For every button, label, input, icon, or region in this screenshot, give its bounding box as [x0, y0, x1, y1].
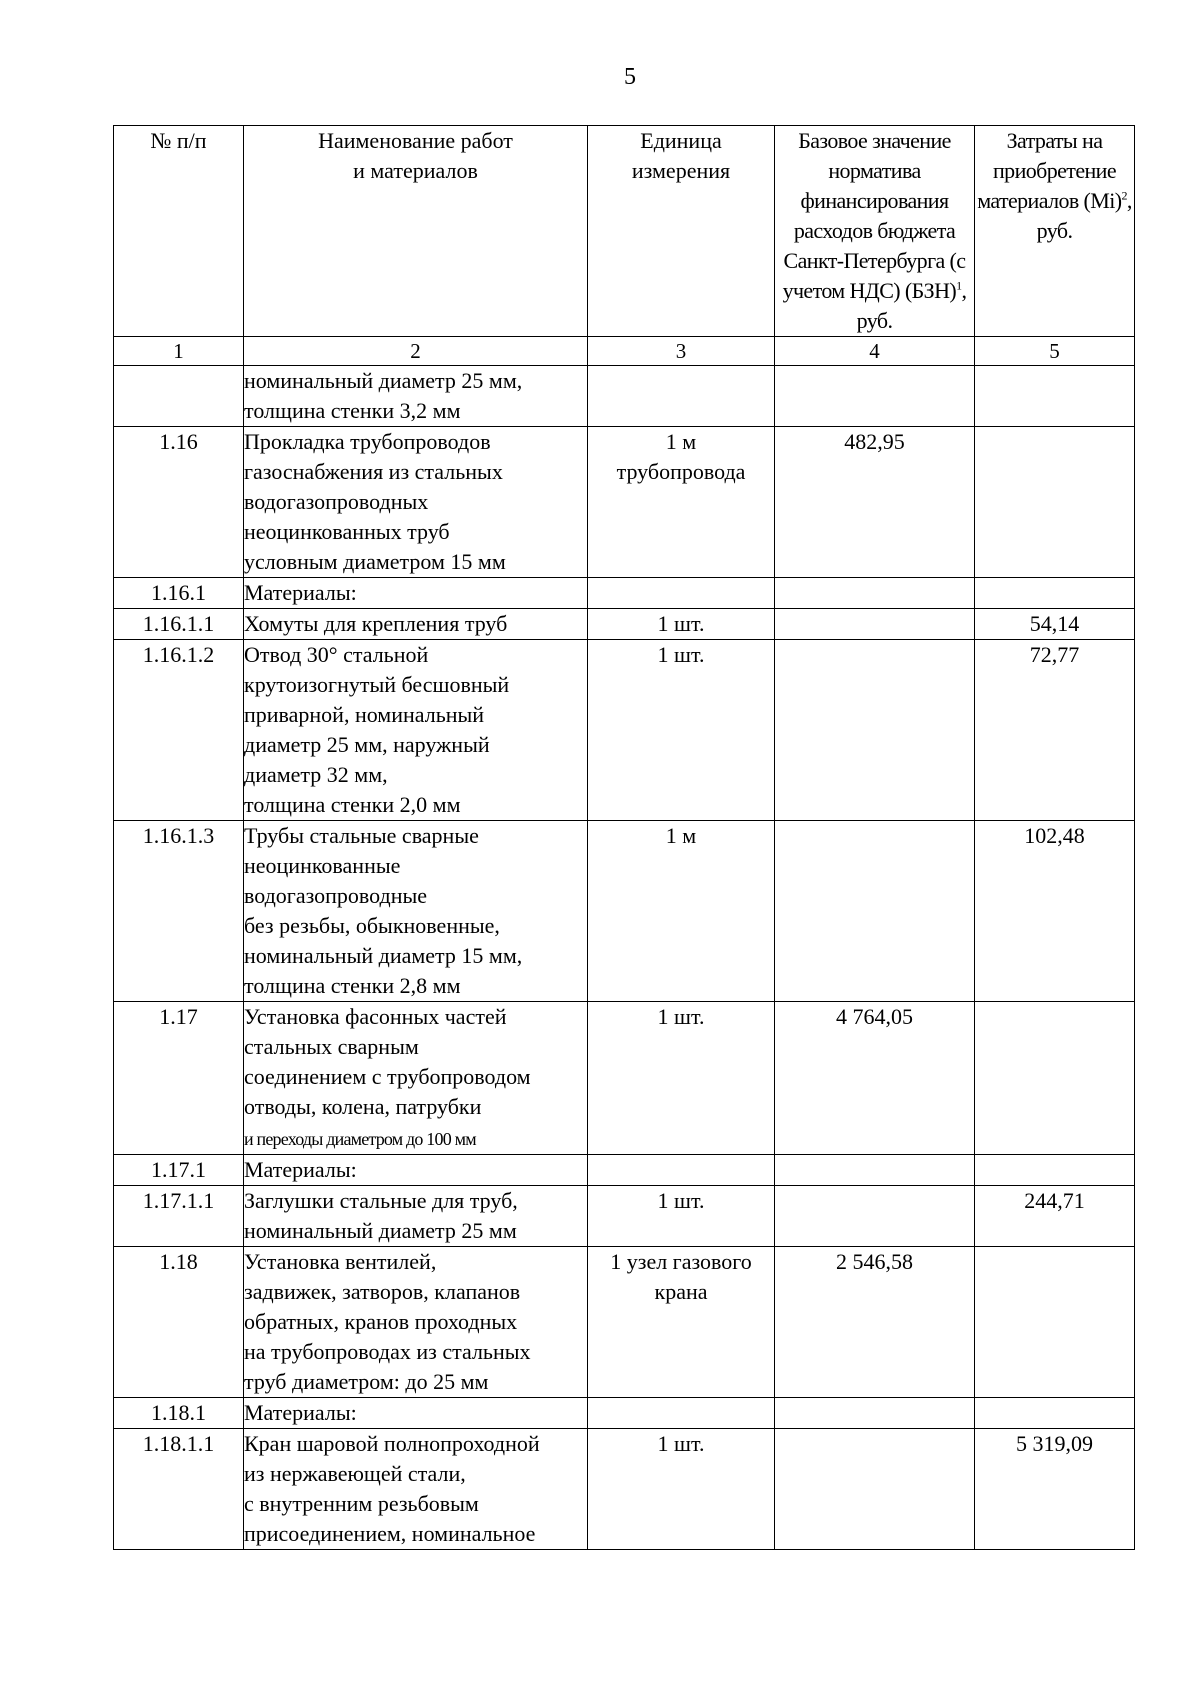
column-number: 5 [975, 337, 1135, 366]
table-row [114, 366, 1135, 427]
row-name: Материалы: [244, 1155, 588, 1186]
footnote-2-marker: 2 [1121, 188, 1127, 203]
page-number: 5 [624, 64, 636, 90]
row-base-value [775, 366, 975, 427]
table-row [114, 609, 1135, 640]
row-name: Кран шаровой полнопроходной из нержавеющей стали, с внутренним резьбовым присоединением, номинальное [244, 1429, 588, 1550]
row-number: 1.16.1.3 [114, 821, 244, 1002]
row-unit: 1 шт. [588, 1429, 775, 1550]
row-material-cost [975, 1247, 1135, 1398]
row-material-cost [975, 578, 1135, 609]
row-number [114, 366, 244, 427]
header-material-costs-unit: , руб. [1036, 188, 1132, 243]
table-header-row [114, 126, 1135, 337]
table-row [114, 640, 1135, 821]
table-row [114, 427, 1135, 578]
row-name: Материалы: [244, 1398, 588, 1429]
row-number: 1.18 [114, 1247, 244, 1398]
row-material-cost [975, 1002, 1135, 1155]
table-row [114, 1002, 1135, 1155]
row-material-cost [975, 427, 1135, 578]
row-name: номинальный диаметр 25 мм, толщина стенки 3,2 мм [244, 366, 588, 427]
row-name: Прокладка трубопроводов газоснабжения из стальных водогазопроводных неоцинкованных труб условным диаметром 15 мм [244, 427, 588, 578]
row-unit [588, 578, 775, 609]
row-name-tail: и переходы диаметром до 100 мм [244, 1129, 476, 1149]
row-base-value [775, 1186, 975, 1247]
column-number: 3 [588, 337, 775, 366]
row-unit [588, 1155, 775, 1186]
row-name: Отвод 30° стальной крутоизогнутый бесшовный приварной, номинальный диаметр 25 мм, наружный диаметр 32 мм, толщина стенки 2,0 мм [244, 640, 588, 821]
row-material-cost: 72,77 [975, 640, 1135, 821]
row-unit: 1 шт. [588, 609, 775, 640]
row-unit: 1 шт. [588, 1186, 775, 1247]
row-number: 1.18.1.1 [114, 1429, 244, 1550]
header-number: № п/п [114, 126, 244, 337]
header-name: Наименование работ и материалов [244, 126, 588, 337]
row-base-value: 4 764,05 [775, 1002, 975, 1155]
row-number: 1.17 [114, 1002, 244, 1155]
row-unit: 1 шт. [588, 1002, 775, 1155]
row-name: Трубы стальные сварные неоцинкованные водогазопроводные без резьбы, обыкновенные, номинальный диаметр 15 мм, толщина стенки 2,8 мм [244, 821, 588, 1002]
row-material-cost: 244,71 [975, 1186, 1135, 1247]
row-number: 1.16.1.1 [114, 609, 244, 640]
header-base-value-text: Базовое значение норматива финансирования расходов бюджета Санкт-Петербурга (с учетом НДС) (БЗН) [782, 128, 966, 303]
row-name: Установка вентилей, задвижек, затворов, клапанов обратных, кранов проходных на трубопроводах из стальных труб диаметром: до 25 мм [244, 1247, 588, 1398]
header-unit: Единица измерения [588, 126, 775, 337]
column-number: 1 [114, 337, 244, 366]
row-number: 1.16 [114, 427, 244, 578]
row-base-value [775, 1429, 975, 1550]
row-unit: 1 м трубопровода [588, 427, 775, 578]
table-row [114, 1155, 1135, 1186]
row-material-cost: 102,48 [975, 821, 1135, 1002]
row-number: 1.16.1 [114, 578, 244, 609]
column-number-row [114, 337, 1135, 366]
row-number: 1.16.1.2 [114, 640, 244, 821]
row-base-value: 482,95 [775, 427, 975, 578]
footnote-1-marker: 1 [956, 278, 962, 293]
header-base-value [775, 126, 975, 337]
header-base-value-unit: , руб. [856, 278, 967, 333]
row-unit [588, 366, 775, 427]
row-name: Материалы: [244, 578, 588, 609]
row-number: 1.17.1.1 [114, 1186, 244, 1247]
row-material-cost: 54,14 [975, 609, 1135, 640]
row-unit: 1 м [588, 821, 775, 1002]
row-name: Хомуты для крепления труб [244, 609, 588, 640]
table-row [114, 1398, 1135, 1429]
row-material-cost [975, 366, 1135, 427]
row-base-value: 2 546,58 [775, 1247, 975, 1398]
row-name: Заглушки стальные для труб, номинальный диаметр 25 мм [244, 1186, 588, 1247]
table-row [114, 821, 1135, 1002]
row-base-value [775, 1398, 975, 1429]
row-number: 1.17.1 [114, 1155, 244, 1186]
row-number: 1.18.1 [114, 1398, 244, 1429]
header-material-costs [975, 126, 1135, 337]
row-base-value [775, 1155, 975, 1186]
header-material-costs-text: Затраты на приобретение материалов (Мi) [977, 128, 1122, 213]
row-material-cost [975, 1155, 1135, 1186]
row-unit [588, 1398, 775, 1429]
table-row [114, 578, 1135, 609]
table-row [114, 1247, 1135, 1398]
column-number: 2 [244, 337, 588, 366]
row-material-cost: 5 319,09 [975, 1429, 1135, 1550]
row-base-value [775, 609, 975, 640]
row-name: Установка фасонных частей стальных сварным соединением с трубопроводом отводы, колена, патрубки и переходы диаметром до 100 мм [244, 1002, 588, 1155]
cost-table [113, 125, 1135, 1550]
row-material-cost [975, 1398, 1135, 1429]
row-base-value [775, 640, 975, 821]
table-row [114, 1429, 1135, 1550]
row-unit: 1 шт. [588, 640, 775, 821]
table-row [114, 1186, 1135, 1247]
row-base-value [775, 821, 975, 1002]
row-base-value [775, 578, 975, 609]
row-unit: 1 узел газового крана [588, 1247, 775, 1398]
column-number: 4 [775, 337, 975, 366]
